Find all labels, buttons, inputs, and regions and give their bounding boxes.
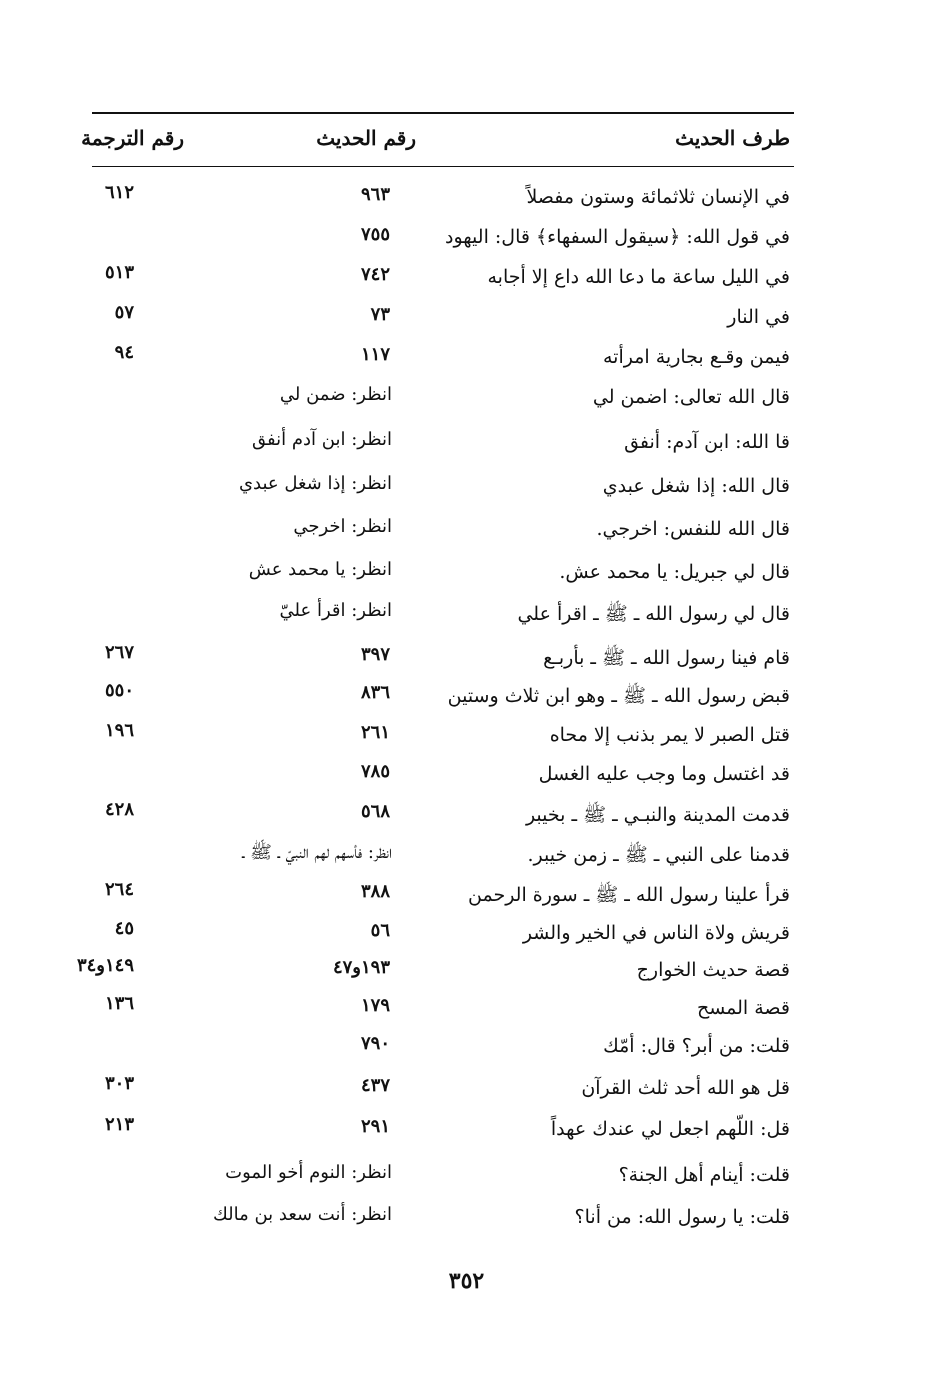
- hadith-text: قبض رسول الله ـ ﷺ ـ وهو ابن ثلاث وستين: [447, 685, 790, 707]
- hadith-text: قل: اللّهم اجعل لي عندك عهداً: [550, 1118, 790, 1140]
- hadith-number: ٨٣٦: [360, 682, 390, 703]
- tarjama-number: ١٤٩و٣٤: [76, 955, 134, 976]
- hadith-number: ٤٣٧: [360, 1075, 390, 1096]
- hadith-text: قد اغتسل وما وجب عليه الغسل: [538, 763, 790, 785]
- hadith-text: قريش ولاة الناس في الخير والشر: [522, 922, 790, 944]
- tarjama-number: ٤٢٨: [104, 799, 134, 820]
- table-row: [92, 877, 794, 915]
- see-reference: انظر: ابن آدم أنفق: [252, 429, 392, 450]
- hadith-text: في قول الله: ﴿سيقول السفهاء﴾ قال: اليهود: [445, 226, 790, 248]
- hadith-number: ٥٦٨: [360, 801, 390, 822]
- hadith-number: ٥٦: [370, 920, 390, 941]
- see-reference: انظر: إذا شغل عبدي: [238, 473, 392, 494]
- table-row: [92, 916, 794, 954]
- hadith-number: ٧٤٢: [360, 264, 390, 285]
- table-row: [92, 1029, 794, 1067]
- table-row: [76, 953, 794, 991]
- header-number-label: رقم الحديث: [316, 126, 416, 150]
- hadith-number: ٩٦٣: [360, 184, 390, 205]
- see-reference: انظر: ضمن لي: [279, 384, 392, 405]
- tarjama-number: ٣٠٣: [104, 1073, 134, 1094]
- table-row: [92, 340, 794, 378]
- top-rule: [92, 112, 794, 114]
- hadith-text: قال الله تعالى: اضمن لي: [592, 386, 790, 408]
- tarjama-number: ٩٤: [114, 342, 134, 363]
- see-reference: انظر: النوم أخو الموت: [225, 1162, 392, 1183]
- hadith-number: ٢٦١: [360, 722, 390, 743]
- hadith-text: قام فينا رسول الله ـ ﷺ ـ بأربـع: [543, 647, 790, 669]
- table-row: [92, 512, 794, 550]
- see-reference: انظر: اخرجي: [293, 516, 392, 537]
- hadith-text: فيمن وقـع بجارية امرأته: [602, 346, 790, 368]
- tarjama-number: ٢٦٤: [104, 879, 134, 900]
- hadith-number: ٢٩١: [360, 1116, 390, 1137]
- table-row: [92, 596, 794, 634]
- header-rule: [92, 166, 794, 167]
- see-reference: انظر: فأسهم لهم النبيّ ـ ﷺ ـ: [242, 842, 392, 863]
- hadith-text: قلت: يا رسول الله: من أنا؟: [574, 1206, 790, 1228]
- hadith-text: في الإنسان ثلاثمائة وستون مفصلاً: [526, 186, 790, 208]
- tarjama-number: ٢١٣: [104, 1114, 134, 1135]
- hadith-text: قال الله: إذا شغل عبدي: [602, 475, 790, 497]
- table-row: [92, 991, 794, 1029]
- hadith-number: ٣٨٨: [360, 881, 390, 902]
- hadith-text: قلت: أينام أهل الجنة؟: [618, 1164, 790, 1186]
- hadith-text: قصة المسح: [696, 997, 790, 1019]
- hadith-number: ١٩٣و٤٧: [332, 957, 390, 978]
- tarjama-number: ٦١٢: [104, 182, 134, 203]
- table-row: [92, 718, 794, 756]
- table-row: [92, 1112, 794, 1150]
- hadith-number: ٣٩٧: [360, 644, 390, 665]
- hadith-text: قرأ علينا رسول الله ـ ﷺ ـ سورة الرحمن: [468, 884, 790, 906]
- table-row: [92, 300, 794, 338]
- hadith-text: قال الله للنفس: اخرجي.: [596, 518, 790, 540]
- hadith-text: قال لي جبريل: يا محمد عش.: [559, 561, 790, 583]
- hadith-number: ٧٩٠: [360, 1033, 390, 1054]
- see-reference: انظر: يا محمد عش: [248, 559, 392, 580]
- page-number: ٣٥٢: [448, 1268, 485, 1294]
- hadith-text: قدمنا على النبي ـ ﷺ ـ زمن خيبر.: [527, 844, 790, 866]
- hadith-text: قصة حديث الخوارج: [636, 959, 790, 981]
- table-row: [92, 1071, 794, 1109]
- hadith-number: ١٧٩: [360, 995, 390, 1016]
- tarjama-number: ٥١٣: [104, 262, 134, 283]
- tarjama-number: ٢٦٧: [104, 642, 134, 663]
- table-row: [92, 1158, 794, 1196]
- hadith-text: قل هو الله أحد ثلث القرآن: [581, 1077, 790, 1099]
- hadith-number: ٧٥٥: [360, 224, 390, 245]
- header-hadith-label: طرف الحديث: [675, 126, 790, 150]
- table-row: [92, 469, 794, 507]
- table-row: [92, 640, 794, 678]
- table-row: [92, 555, 794, 593]
- table-row: [92, 260, 794, 298]
- hadith-number: ١١٧: [360, 344, 390, 365]
- see-reference: انظر: أنت سعد بن مالك: [212, 1204, 392, 1225]
- table-row: [92, 380, 794, 418]
- hadith-text: قال لي رسول الله ـ ﷺ ـ اقرأ علي: [517, 603, 790, 625]
- table-row: [92, 678, 794, 716]
- hadith-text: قا الله: ابن آدم: أنفق: [624, 431, 790, 453]
- table-row: [92, 1200, 794, 1238]
- tarjama-number: ١٣٦: [104, 993, 134, 1014]
- table-row: [92, 220, 794, 258]
- tarjama-number: ٥٥٠: [104, 680, 134, 701]
- hadith-text: قلت: من أبر؟ قال: أمّك: [603, 1035, 790, 1057]
- hadith-number: ٧٣: [370, 304, 390, 325]
- hadith-text: قتل الصبر لا يمر بذنب إلا محاه: [549, 724, 790, 746]
- hadith-text: في النار: [727, 306, 790, 328]
- hadith-text: في الليل ساعة ما دعا الله داع إلا أجابه: [487, 266, 790, 288]
- header-tarjama-label: رقم الترجمة: [81, 126, 184, 150]
- table-row: [92, 757, 794, 795]
- table-row: [92, 837, 794, 875]
- table-row: [92, 180, 794, 218]
- table-row: [92, 425, 794, 463]
- table-row: [92, 797, 794, 835]
- tarjama-number: ١٩٦: [104, 720, 134, 741]
- table-header: [81, 118, 794, 162]
- hadith-number: ٧٨٥: [360, 761, 390, 782]
- tarjama-number: ٥٧: [114, 302, 134, 323]
- tarjama-number: ٤٥: [114, 918, 134, 939]
- hadith-text: قدمت المدينة والنبـي ـ ﷺ ـ بخيبر: [525, 804, 790, 826]
- see-reference: انظر: اقرأ عليّ: [279, 600, 392, 621]
